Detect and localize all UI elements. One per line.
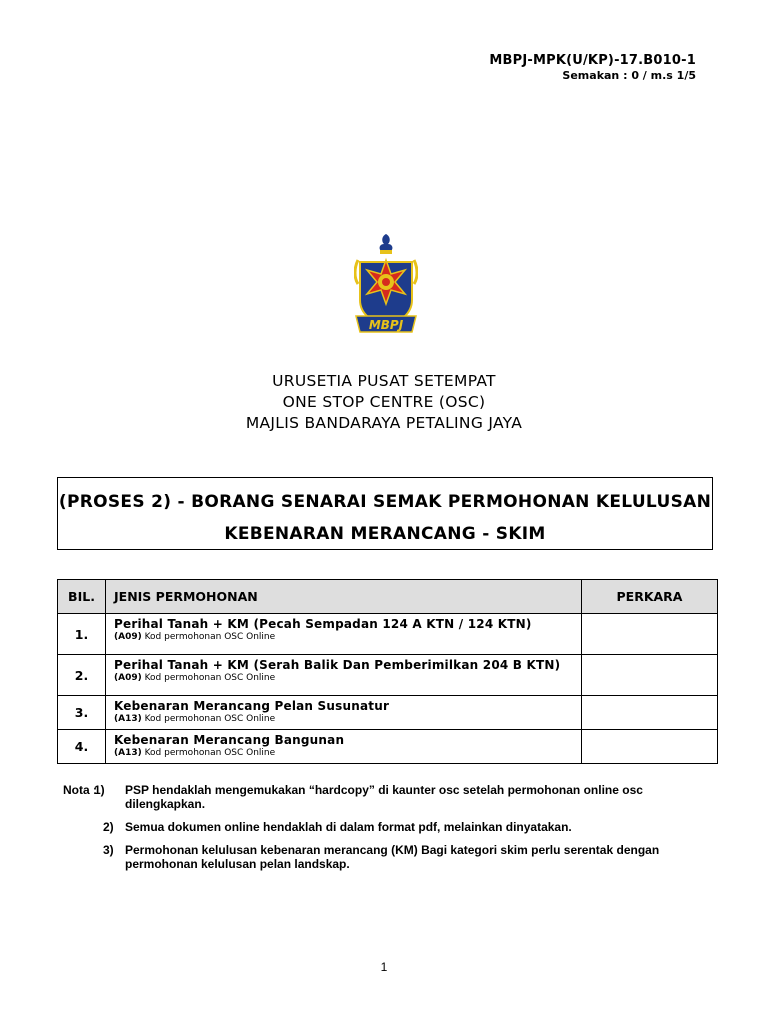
perkara-cell: [582, 730, 718, 764]
application-code-label: Kod permohonan OSC Online: [144, 714, 276, 724]
application-type: Perihal Tanah + KM (Serah Balik Dan Pemberimilkan 204 B KTN): [114, 658, 561, 672]
column-header-bil: BIL.: [58, 580, 106, 614]
application-type-cell: [106, 696, 582, 730]
perkara-cell: [582, 655, 718, 696]
application-code-label: Kod permohonan OSC Online: [144, 632, 276, 642]
heading-line-3: MAJLIS BANDARAYA PETALING JAYA: [245, 414, 523, 432]
table-row: [58, 696, 718, 730]
table-header-row: [58, 580, 718, 614]
application-type: Perihal Tanah + KM (Pecah Sempadan 124 A KTN / 124 KTN): [114, 617, 532, 631]
row-number: 2.: [58, 655, 106, 696]
mbpj-crest-icon: [354, 232, 418, 340]
note-number: 2): [103, 820, 114, 834]
application-type: Kebenaran Merancang Pelan Susunatur: [114, 699, 390, 713]
document-code-block: [489, 53, 696, 82]
revision-info: Semakan : 0 / m.s 1/5: [562, 69, 696, 82]
table-row: [58, 614, 718, 655]
organisation-heading: [0, 371, 768, 434]
perkara-cell: [582, 614, 718, 655]
perkara-cell: [582, 696, 718, 730]
notes-label: Nota :: [63, 783, 97, 797]
note-text-line: Semua dokumen online hendaklah di dalam format pdf, melainkan dinyatakan.: [125, 820, 572, 834]
heading-line-2: ONE STOP CENTRE (OSC): [282, 393, 486, 411]
column-header-jenis: JENIS PERMOHONAN: [106, 580, 582, 614]
application-checklist-table: [57, 579, 718, 764]
page-number: 1: [380, 960, 388, 974]
application-code-label: Kod permohonan OSC Online: [144, 748, 276, 758]
note-text-line: dilengkapkan.: [125, 797, 206, 811]
row-number: 3.: [58, 696, 106, 730]
application-code: (A09): [114, 632, 142, 642]
note-number: 3): [103, 843, 114, 857]
document-code: MBPJ-MPK(U/KP)-17.B010-1: [489, 53, 696, 68]
form-title-line-1: (PROSES 2) - BORANG SENARAI SEMAK PERMOHONAN KELULUSAN: [58, 492, 712, 512]
table-row: [58, 655, 718, 696]
note-text-line: PSP hendaklah mengemukakan “hardcopy” di kaunter osc setelah permohonan online osc: [125, 783, 643, 797]
application-code-line: [114, 714, 581, 724]
form-title-line-2: KEBENARAN MERANCANG - SKIM: [224, 524, 546, 544]
application-code: (A09): [114, 673, 142, 683]
form-title-box: [57, 477, 713, 550]
note-text-line: Permohonan kelulusan kebenaran merancang (KM) Bagi kategori skim perlu serentak dengan: [125, 843, 660, 857]
svg-text:MBPJ: MBPJ: [368, 318, 404, 332]
application-code: (A13): [114, 714, 142, 724]
application-type-cell: [106, 614, 582, 655]
application-code-line: [114, 673, 581, 683]
row-number: 1.: [58, 614, 106, 655]
application-type: Kebenaran Merancang Bangunan: [114, 733, 345, 747]
column-header-perkara: PERKARA: [582, 580, 718, 614]
application-code: (A13): [114, 748, 142, 758]
application-code-line: [114, 632, 581, 642]
application-code-line: [114, 748, 581, 758]
note-text-line: permohonan kelulusan pelan landskap.: [125, 857, 350, 871]
application-type-cell: [106, 730, 582, 764]
application-code-label: Kod permohonan OSC Online: [144, 673, 276, 683]
table-row: [58, 730, 718, 764]
note-number: 1): [94, 783, 105, 797]
heading-line-1: URUSETIA PUSAT SETEMPAT: [272, 372, 496, 390]
row-number: 4.: [58, 730, 106, 764]
application-type-cell: [106, 655, 582, 696]
